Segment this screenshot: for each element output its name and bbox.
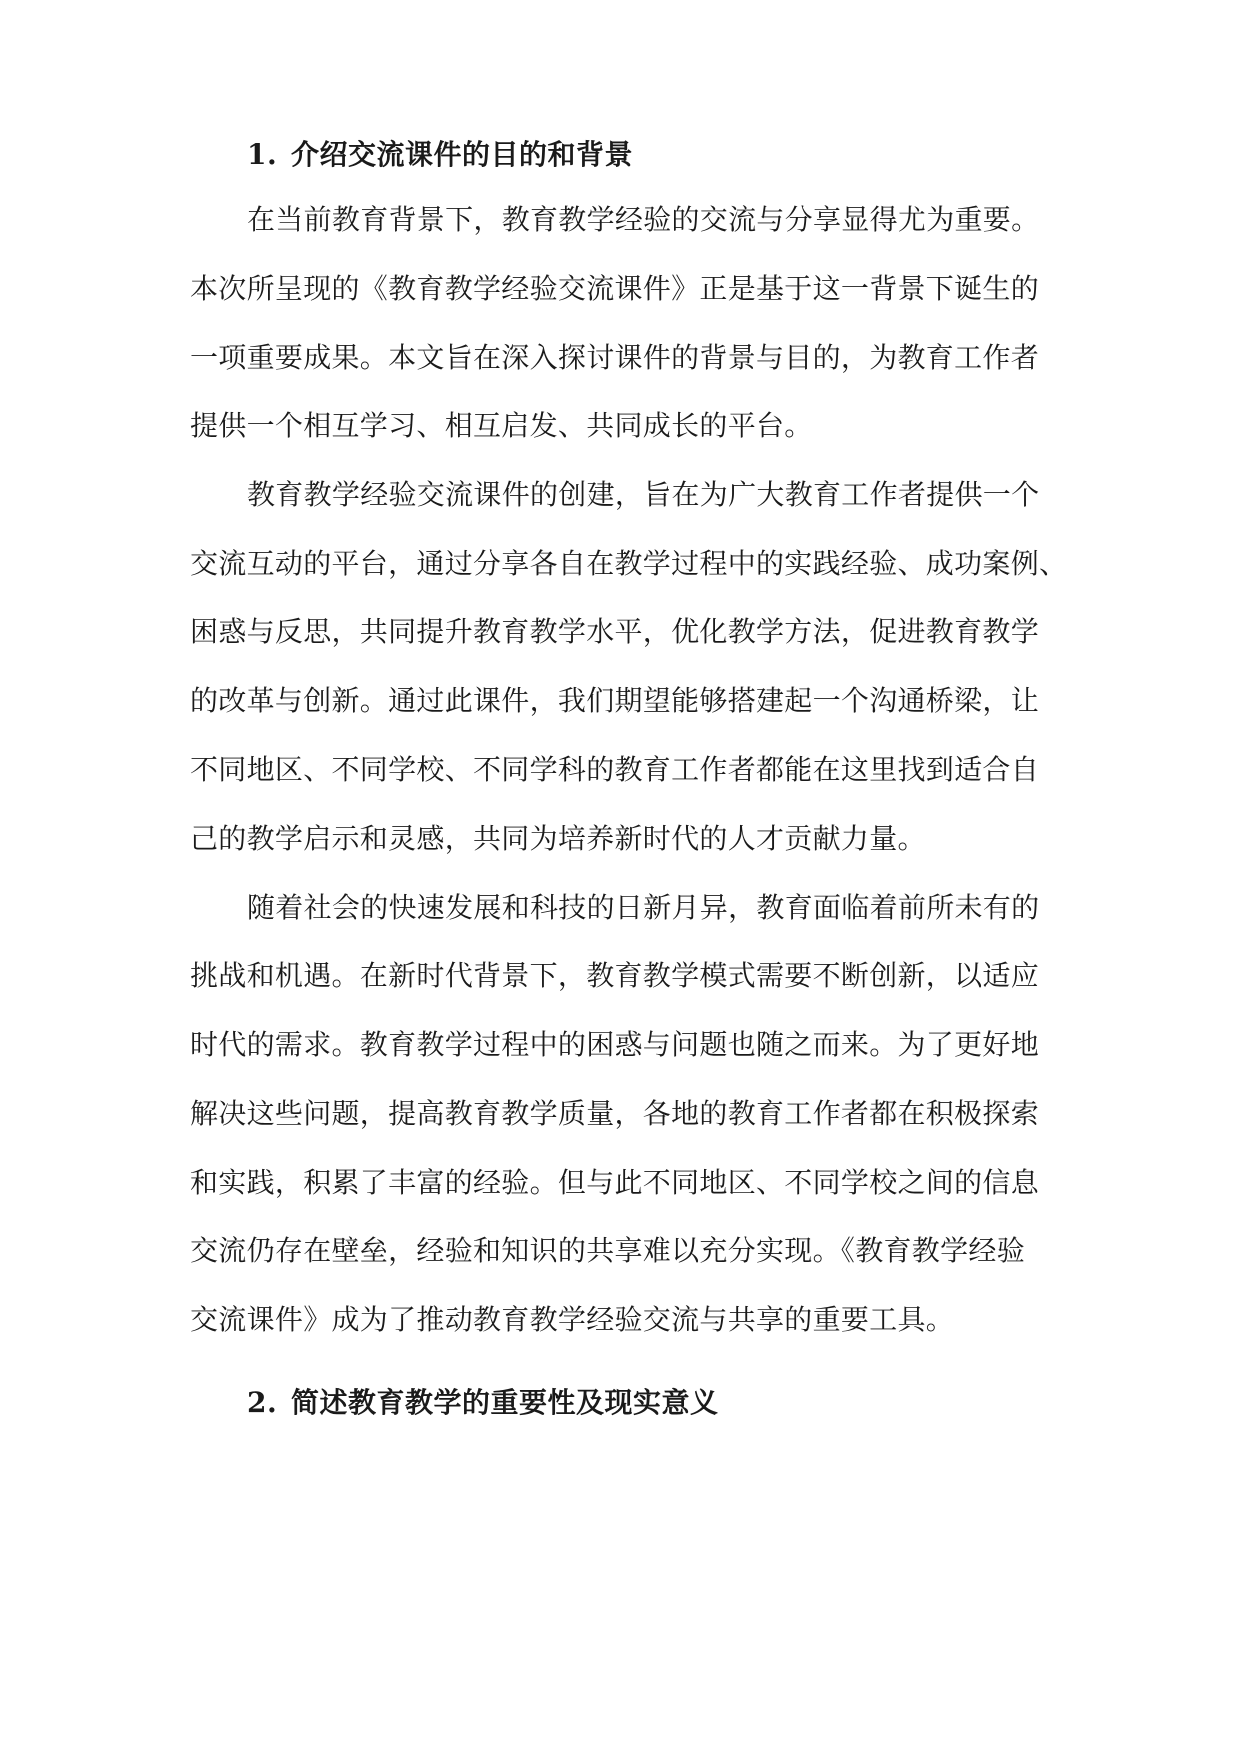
- paragraph-line: 和实践，积累了丰富的经验。但与此不同地区、不同学校之间的信息: [190, 1166, 1040, 1199]
- paragraph-line: 提供一个相互学习、相互启发、共同成长的平台。: [190, 409, 813, 442]
- paragraph-line: 己的教学启示和灵感，共同为培养新时代的人才贡献力量。: [190, 822, 926, 855]
- paragraph-line: 挑战和机遇。在新时代背景下，教育教学模式需要不断创新，以适应: [190, 959, 1040, 992]
- section-number: 2.: [247, 1386, 278, 1419]
- paragraph-line: 交流课件》成为了推动教育教学经验交流与共享的重要工具。: [190, 1303, 955, 1336]
- paragraph-line: 不同地区、不同学校、不同学科的教育工作者都能在这里找到适合自: [190, 753, 1040, 786]
- section-title: 介绍交流课件的目的和背景: [291, 138, 634, 171]
- paragraph-line: 解决这些问题，提高教育教学质量，各地的教育工作者都在积极探索: [190, 1097, 1040, 1130]
- paragraph-line: 交流互动的平台，通过分享各自在教学过程中的实践经验、成功案例、: [190, 547, 1068, 580]
- paragraph-line: 交流仍存在壁垒，经验和知识的共享难以充分实现。《教育教学经验: [190, 1234, 1026, 1267]
- paragraph-line: 一项重要成果。本文旨在深入探讨课件的背景与目的，为教育工作者: [190, 341, 1040, 374]
- section-title: 简述教育教学的重要性及现实意义: [291, 1386, 719, 1419]
- paragraph-line: 在当前教育背景下，教育教学经验的交流与分享显得尤为重要。: [247, 203, 1040, 236]
- paragraph-line: 困惑与反思，共同提升教育教学水平，优化教学方法，促进教育教学: [190, 615, 1040, 648]
- section-number: 1.: [247, 138, 278, 171]
- section-heading: [247, 1383, 719, 1423]
- paragraph-line: 时代的需求。教育教学过程中的困惑与问题也随之而来。为了更好地: [190, 1028, 1040, 1061]
- section-heading: [247, 135, 633, 175]
- paragraph-line: 本次所呈现的《教育教学经验交流课件》正是基于这一背景下诞生的: [190, 272, 1040, 305]
- paragraph-line: 的改革与创新。通过此课件，我们期望能够搭建起一个沟通桥梁，让: [190, 684, 1040, 717]
- paragraph-line: 教育教学经验交流课件的创建，旨在为广大教育工作者提供一个: [247, 478, 1040, 511]
- paragraph-line: 随着社会的快速发展和科技的日新月异，教育面临着前所未有的: [247, 891, 1040, 924]
